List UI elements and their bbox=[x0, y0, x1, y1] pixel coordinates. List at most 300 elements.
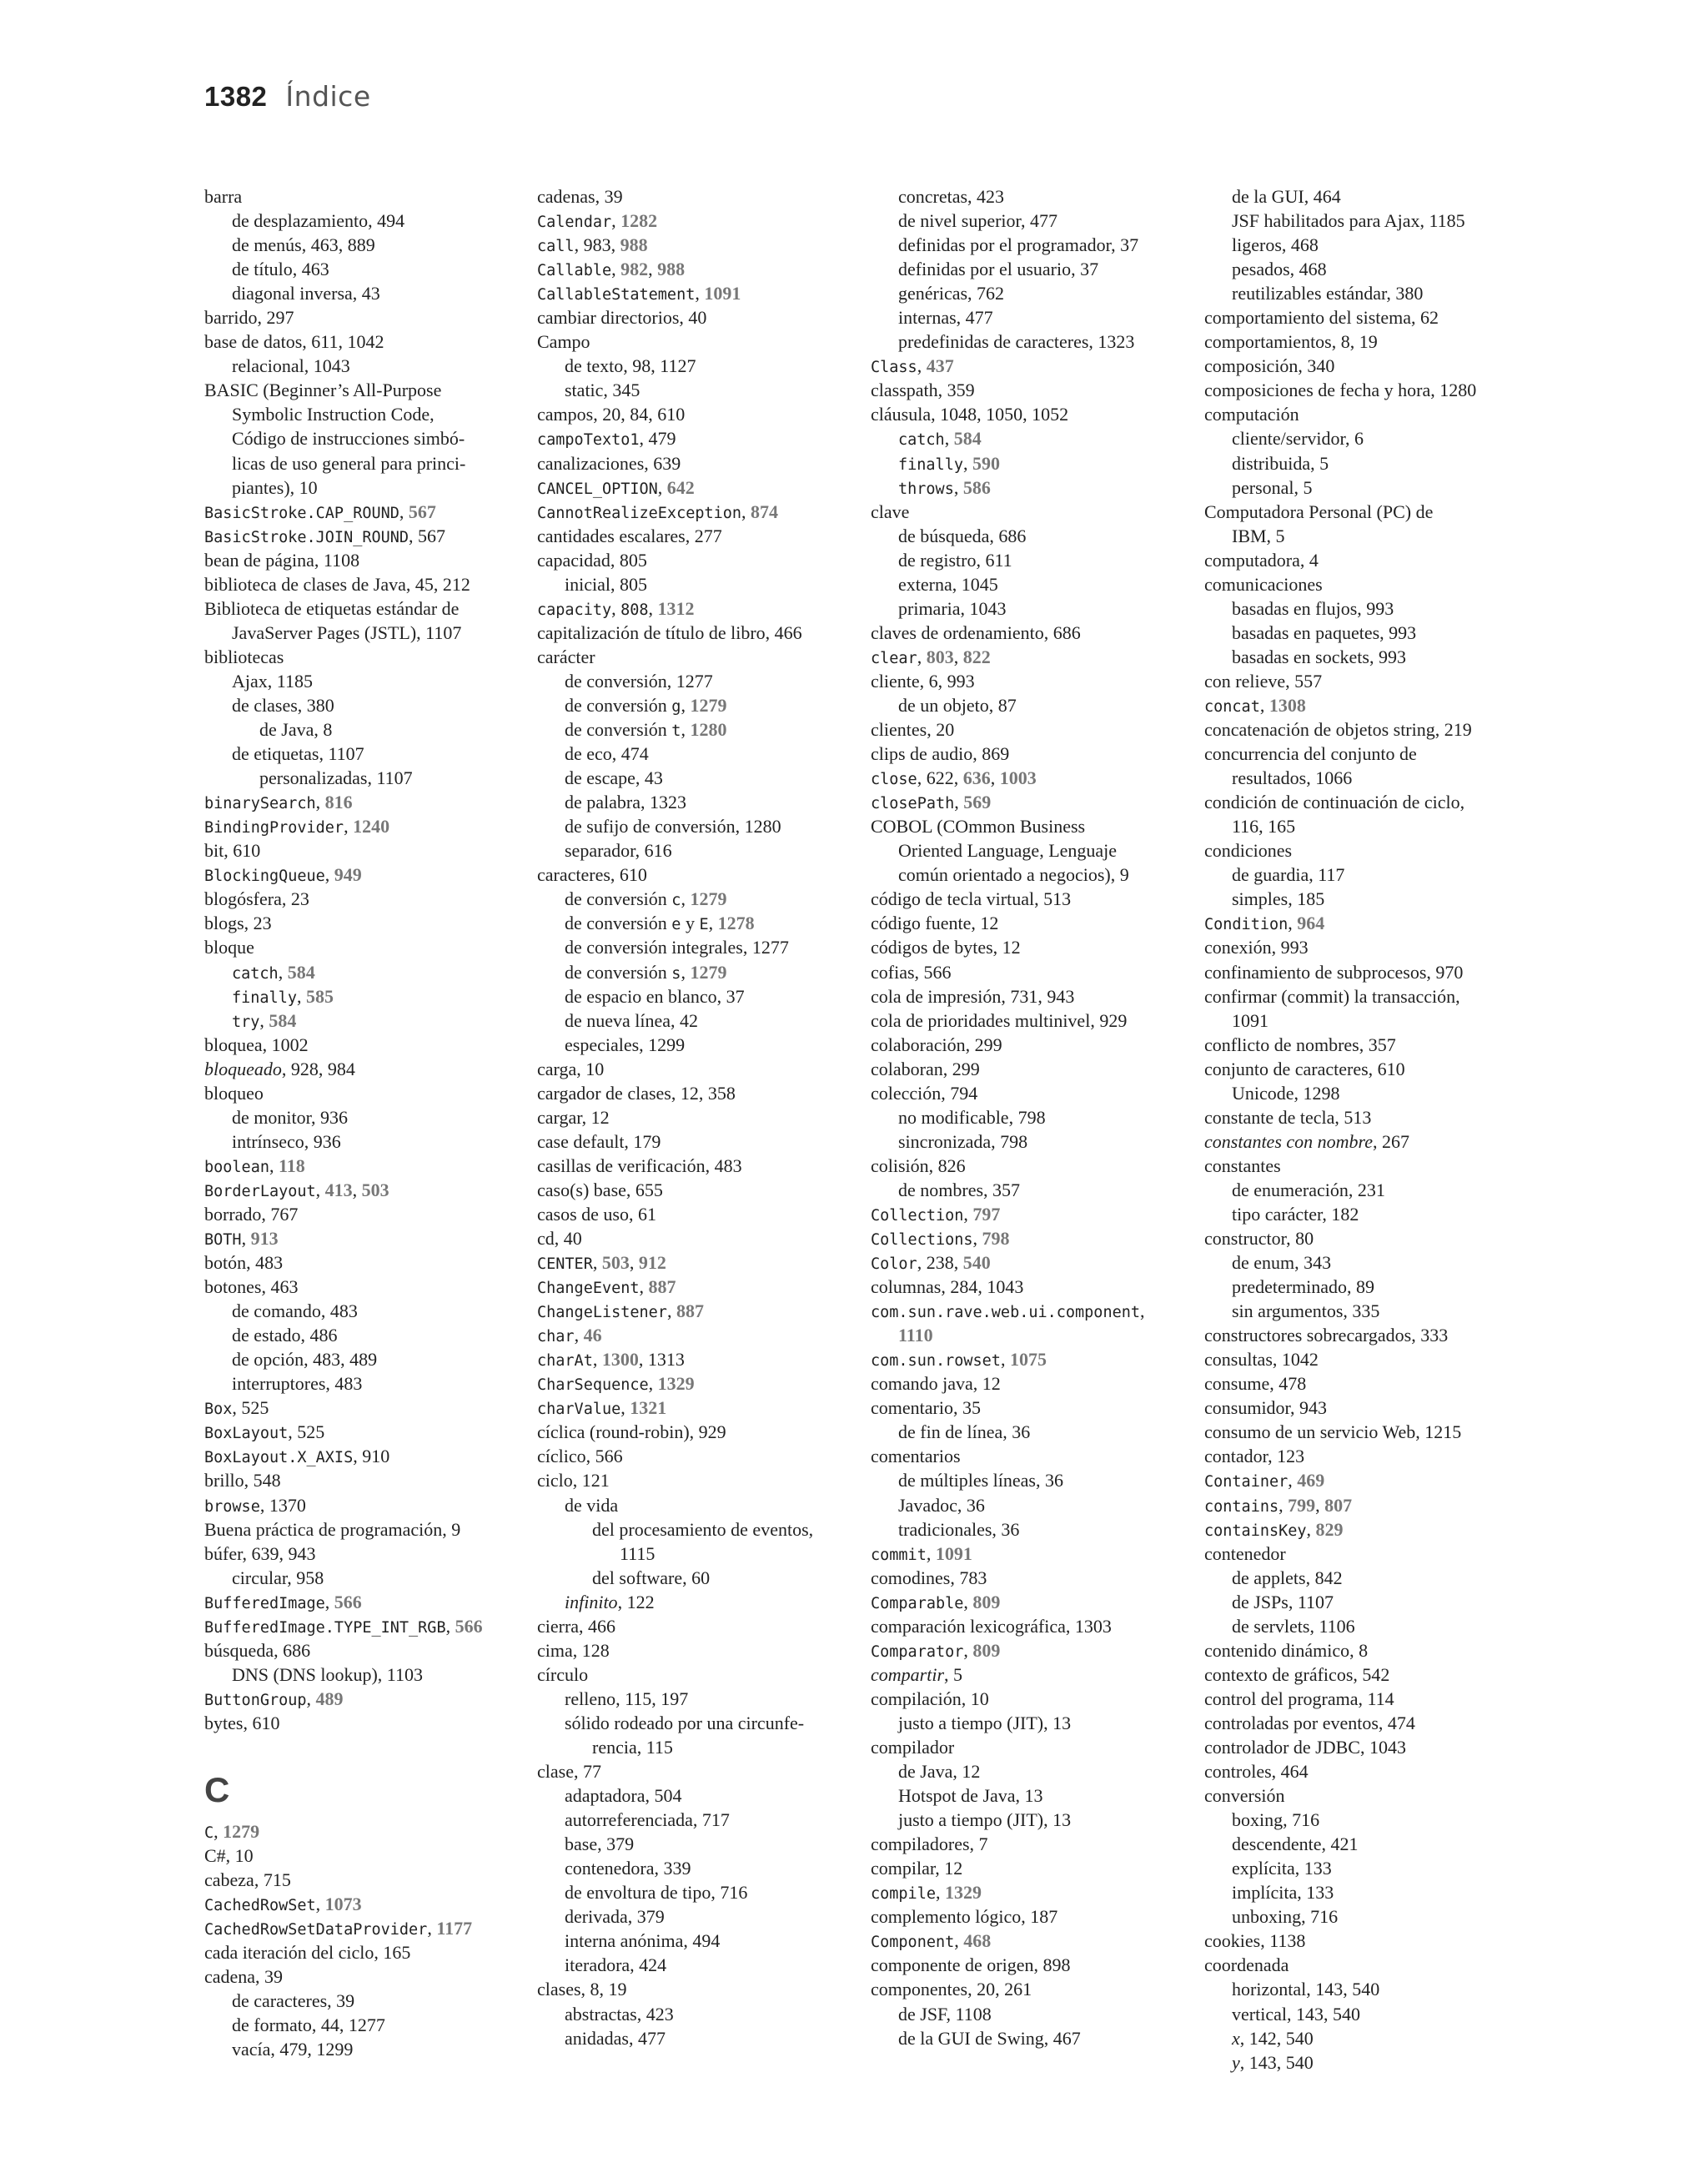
entry-text: conjunto de caracteres, 610 bbox=[1204, 1058, 1405, 1079]
entry-text: constructor, 80 bbox=[1204, 1228, 1314, 1250]
entry-text: contador, 123 bbox=[1204, 1446, 1305, 1467]
code-term: containsKey bbox=[1204, 1522, 1307, 1540]
entry-text: blogósfera, 23 bbox=[204, 888, 309, 910]
entry-text: base, 379 bbox=[565, 1833, 635, 1855]
entry-text: códigos de bytes, 12 bbox=[871, 937, 1021, 958]
index-subentry bbox=[537, 1542, 867, 1566]
entry-text: constantes bbox=[1204, 1154, 1281, 1176]
entry-text: de conversión integrales, 1277 bbox=[565, 937, 789, 958]
entry-text: código fuente, 12 bbox=[871, 913, 999, 934]
entry-text: , bbox=[1140, 1300, 1145, 1322]
index-entry bbox=[871, 935, 1200, 959]
index-entry bbox=[1204, 742, 1534, 766]
index-entry bbox=[204, 911, 534, 935]
entry-text: consume, 478 bbox=[1204, 1373, 1307, 1395]
page-ref: 586 bbox=[962, 476, 991, 498]
entry-text: con relieve, 557 bbox=[1204, 670, 1323, 692]
index-entry bbox=[1204, 960, 1534, 984]
index-entry bbox=[537, 1275, 867, 1299]
index-entry bbox=[871, 717, 1200, 742]
code-term: binarySearch bbox=[204, 795, 316, 813]
index-entry bbox=[204, 814, 534, 838]
index-subentry bbox=[1204, 451, 1534, 475]
index-entry bbox=[871, 1057, 1200, 1081]
page-ref: 874 bbox=[751, 500, 779, 522]
entry-text: cargador de clases, 12, 358 bbox=[537, 1082, 736, 1104]
index-entry bbox=[871, 1590, 1200, 1614]
index-subentry bbox=[537, 1735, 867, 1759]
entry-text: , bbox=[648, 597, 658, 619]
index-subentry bbox=[204, 766, 534, 790]
index-subentry bbox=[204, 1323, 534, 1347]
entry-text: , bbox=[926, 1542, 936, 1564]
index-subentry bbox=[1204, 1275, 1534, 1299]
index-entry bbox=[537, 863, 867, 887]
entry-text: , 122 bbox=[617, 1591, 655, 1612]
index-subentry bbox=[871, 1468, 1200, 1492]
entry-text: , bbox=[935, 1882, 945, 1904]
entry-text: basadas en paquetes, 993 bbox=[1232, 621, 1417, 643]
index-subentry bbox=[537, 814, 867, 838]
entry-text: explícita, 133 bbox=[1232, 1858, 1332, 1879]
index-subentry bbox=[1204, 887, 1534, 911]
index-entry bbox=[537, 451, 867, 475]
page-ref: 566 bbox=[455, 1615, 483, 1637]
entry-text: bytes, 610 bbox=[204, 1712, 280, 1733]
entry-text: composiciones de fecha y hora, 1280 bbox=[1204, 380, 1477, 401]
page-ref: 489 bbox=[315, 1688, 344, 1709]
page-ref: 912 bbox=[638, 1252, 666, 1274]
index-entry bbox=[537, 426, 867, 450]
page-ref: 1282 bbox=[620, 210, 658, 232]
code-term: BufferedImage.TYPE_INT_RGB bbox=[204, 1618, 446, 1637]
code-term: throws bbox=[898, 480, 954, 498]
entry-text: comando java, 12 bbox=[871, 1373, 1001, 1395]
entry-text: campos, 20, 84, 610 bbox=[537, 404, 686, 425]
entry-text: bibliotecas bbox=[204, 646, 284, 667]
index-subentry bbox=[871, 1420, 1200, 1444]
entry-text: compilación, 10 bbox=[871, 1688, 989, 1709]
index-entry bbox=[1204, 1057, 1534, 1081]
entry-text: , bbox=[352, 1179, 362, 1200]
index-subentry bbox=[537, 717, 867, 742]
entry-text: borrado, 767 bbox=[204, 1203, 299, 1225]
entry-text: capitalización de título de libro, 466 bbox=[537, 621, 802, 643]
page-ref: 988 bbox=[657, 259, 686, 280]
entry-text: base de datos, 611, 1042 bbox=[204, 331, 384, 353]
index-subentry bbox=[871, 451, 1200, 475]
index-entry bbox=[871, 1735, 1200, 1759]
index-subentry bbox=[204, 233, 534, 257]
entry-text: tradicionales, 36 bbox=[898, 1518, 1020, 1540]
index-entry bbox=[871, 378, 1200, 402]
index-subentry bbox=[1204, 257, 1534, 281]
index-entry bbox=[204, 305, 534, 329]
entry-text: cabeza, 715 bbox=[204, 1869, 291, 1891]
index-entry bbox=[537, 1057, 867, 1081]
code-term: catch bbox=[898, 431, 945, 450]
entry-text: cada iteración del ciclo, 165 bbox=[204, 1942, 411, 1964]
code-term: CENTER bbox=[537, 1255, 593, 1274]
index-subentry bbox=[204, 1299, 534, 1323]
entry-text: , 143, 540 bbox=[1239, 2051, 1314, 2073]
index-entry bbox=[871, 1154, 1200, 1178]
entry-text: Oriented Language, Lenguaje bbox=[898, 840, 1118, 862]
entry-text: , bbox=[681, 694, 691, 716]
page-ref: 1110 bbox=[898, 1325, 933, 1346]
entry-text: comentario, 35 bbox=[871, 1397, 981, 1419]
index-subentry bbox=[204, 2013, 534, 2037]
code-term: finally bbox=[232, 988, 297, 1007]
index-subentry bbox=[871, 572, 1200, 596]
entry-text: de la GUI de Swing, 467 bbox=[898, 2027, 1081, 2049]
index-entry bbox=[1204, 1105, 1534, 1129]
entry-text: , bbox=[954, 1930, 964, 1952]
entry-text: comunicaciones bbox=[1204, 573, 1323, 595]
entry-text: del procesamiento de eventos, bbox=[592, 1518, 814, 1540]
entry-text: justo a tiempo (JIT), 13 bbox=[898, 1712, 1072, 1733]
entry-text: constructores sobrecargados, 333 bbox=[1204, 1325, 1449, 1346]
index-subentry bbox=[537, 1566, 867, 1590]
entry-text: componente de origen, 898 bbox=[871, 1954, 1071, 1976]
code-term: browse bbox=[204, 1497, 260, 1516]
entry-text: Javadoc, 36 bbox=[898, 1494, 985, 1516]
page-title: Índice bbox=[285, 80, 371, 113]
code-term: com.sun.rave.web.ui.component bbox=[871, 1304, 1141, 1322]
index-entry bbox=[204, 838, 534, 863]
index-entry bbox=[537, 524, 867, 548]
entry-text: , bbox=[306, 1688, 316, 1709]
entry-text: x bbox=[1232, 2027, 1240, 2049]
index-subentry bbox=[871, 838, 1200, 863]
page-ref: 503 bbox=[361, 1179, 389, 1200]
index-subentry bbox=[1204, 209, 1534, 233]
index-entry bbox=[204, 790, 534, 814]
index-entry bbox=[537, 1638, 867, 1662]
index-subentry bbox=[204, 984, 534, 1009]
index-entry bbox=[871, 1687, 1200, 1711]
entry-text: , 910 bbox=[353, 1446, 390, 1467]
entry-text: , bbox=[990, 767, 1000, 789]
index-column-1 bbox=[204, 184, 534, 2062]
index-entry bbox=[871, 1009, 1200, 1033]
page-ref: 567 bbox=[408, 500, 436, 522]
entry-text: classpath, 359 bbox=[871, 380, 975, 401]
entry-text: Buena práctica de programación, 9 bbox=[204, 1518, 461, 1540]
index-entry bbox=[1204, 1444, 1534, 1468]
entry-text: , bbox=[611, 597, 621, 619]
entry-text: autorreferenciada, 717 bbox=[565, 1809, 730, 1831]
entry-text: casos de uso, 61 bbox=[537, 1203, 656, 1225]
code-term: finally bbox=[898, 455, 963, 474]
entry-text: de monitor, 936 bbox=[232, 1106, 349, 1128]
index-subentry bbox=[1204, 2026, 1534, 2050]
entry-text: de Java, 12 bbox=[898, 1761, 981, 1783]
index-entry bbox=[1204, 911, 1534, 935]
entry-text: bloquea, 1002 bbox=[204, 1034, 309, 1055]
entry-text: y bbox=[681, 913, 700, 934]
index-entry bbox=[1204, 1638, 1534, 1662]
code-term: Comparator bbox=[871, 1642, 964, 1661]
index-subentry bbox=[204, 1566, 534, 1590]
index-entry bbox=[204, 1542, 534, 1566]
entry-text: , bbox=[953, 476, 963, 498]
entry-text: de conversión bbox=[565, 961, 672, 983]
index-subentry bbox=[871, 1323, 1200, 1347]
entry-text: , bbox=[944, 428, 954, 450]
index-entry bbox=[204, 1178, 534, 1202]
index-subentry bbox=[537, 1904, 867, 1929]
index-entry bbox=[1204, 305, 1534, 329]
page-ref: 1308 bbox=[1268, 694, 1306, 716]
code-term: Comparable bbox=[871, 1594, 964, 1612]
entry-text: colaboración, 299 bbox=[871, 1034, 1002, 1055]
index-entry bbox=[1204, 1735, 1534, 1759]
entry-text: de conversión bbox=[565, 719, 672, 741]
entry-text: de applets, 842 bbox=[1232, 1567, 1343, 1588]
entry-text: , 479 bbox=[639, 428, 676, 450]
index-entry bbox=[1204, 1662, 1534, 1687]
entry-text: , bbox=[629, 1252, 639, 1274]
index-entry bbox=[204, 1638, 534, 1662]
entry-text: Symbolic Instruction Code, bbox=[232, 404, 435, 425]
index-entry bbox=[204, 1964, 534, 1989]
index-subentry bbox=[537, 766, 867, 790]
index-subentry bbox=[537, 2026, 867, 2050]
entry-text: , bbox=[620, 1397, 630, 1419]
code-term: commit bbox=[871, 1546, 927, 1564]
entry-text: búfer, 639, 943 bbox=[204, 1542, 316, 1564]
code-term: capacity bbox=[537, 601, 612, 619]
entry-text: de escape, 43 bbox=[565, 767, 663, 789]
index-subentry bbox=[1204, 233, 1534, 257]
index-subentry bbox=[537, 1808, 867, 1832]
code-term: CachedRowSet bbox=[204, 1897, 316, 1915]
entry-text: concatenación de objetos string, 219 bbox=[1204, 719, 1472, 741]
entry-text: de caracteres, 39 bbox=[232, 1990, 355, 2012]
entry-text: basadas en flujos, 993 bbox=[1232, 597, 1394, 619]
entry-text: , 567 bbox=[409, 525, 446, 546]
entry-text: de palabra, 1323 bbox=[565, 792, 686, 813]
index-subentry bbox=[871, 475, 1200, 500]
entry-text: cadena, 39 bbox=[204, 1966, 284, 1988]
entry-text: cliente/servidor, 6 bbox=[1232, 428, 1364, 450]
index-subentry bbox=[537, 1832, 867, 1856]
code-term: CANCEL_OPTION bbox=[537, 480, 658, 498]
page-ref: 1321 bbox=[630, 1397, 667, 1419]
index-entry bbox=[1204, 378, 1534, 402]
entry-text: Hotspot de Java, 13 bbox=[898, 1785, 1043, 1807]
index-entry bbox=[204, 378, 534, 402]
entry-text: de vida bbox=[565, 1494, 619, 1516]
entry-text: , bbox=[963, 1203, 973, 1225]
index-entry bbox=[1204, 1033, 1534, 1057]
page-ref: 982 bbox=[620, 259, 649, 280]
index-subentry bbox=[1204, 426, 1534, 450]
index-entry bbox=[871, 500, 1200, 524]
index-entry bbox=[537, 1468, 867, 1492]
page-ref: 1279 bbox=[223, 1821, 260, 1843]
page-ref: 1278 bbox=[717, 913, 755, 934]
index-subentry bbox=[871, 281, 1200, 305]
entry-text: casillas de verificación, 483 bbox=[537, 1154, 742, 1176]
page-ref: 1280 bbox=[690, 719, 727, 741]
entry-text: , bbox=[972, 1228, 982, 1250]
index-entry bbox=[204, 1420, 534, 1444]
index-entry bbox=[537, 1371, 867, 1396]
index-entry bbox=[204, 645, 534, 669]
page-ref: 469 bbox=[1297, 1470, 1325, 1491]
entry-text: C#, 10 bbox=[204, 1845, 254, 1867]
index-subentry bbox=[537, 693, 867, 717]
page-ref: 807 bbox=[1324, 1494, 1353, 1516]
entry-text: Biblioteca de etiquetas estándar de bbox=[204, 597, 460, 619]
entry-text: case default, 179 bbox=[537, 1130, 661, 1152]
index-subentry bbox=[871, 257, 1200, 281]
entry-text: DNS (DNS lookup), 1103 bbox=[232, 1663, 423, 1685]
index-subentry bbox=[204, 1371, 534, 1396]
entry-text: , bbox=[324, 1591, 334, 1612]
entry-text: bloqueo bbox=[204, 1082, 264, 1104]
index-entry bbox=[871, 1880, 1200, 1904]
index-entry bbox=[537, 1299, 867, 1323]
entry-text: cantidades escalares, 277 bbox=[537, 525, 722, 546]
index-entry bbox=[871, 1542, 1200, 1566]
page-ref: 799 bbox=[1288, 1494, 1316, 1516]
entry-text: , bbox=[315, 1894, 325, 1915]
entry-text: cambiar directorios, 40 bbox=[537, 307, 707, 329]
index-subentry bbox=[204, 742, 534, 766]
index-subentry bbox=[537, 1687, 867, 1711]
entry-text: cíclica (round-robin), 929 bbox=[537, 1421, 726, 1443]
index-entry bbox=[871, 1033, 1200, 1057]
index-entry bbox=[1204, 1759, 1534, 1783]
entry-text: , bbox=[278, 961, 288, 983]
entry-text: personal, 5 bbox=[1232, 476, 1313, 498]
index-subentry bbox=[204, 1662, 534, 1687]
page-ref: 1003 bbox=[999, 767, 1037, 789]
index-entry bbox=[1204, 500, 1534, 524]
code-term: BasicStroke.JOIN_ROUND bbox=[204, 528, 409, 546]
index-entry bbox=[537, 329, 867, 354]
index-subentry bbox=[204, 1347, 534, 1371]
entry-text: reutilizables estándar, 380 bbox=[1232, 283, 1424, 304]
index-entry bbox=[537, 402, 867, 426]
entry-text: sin argumentos, 335 bbox=[1232, 1300, 1380, 1322]
page-ref: 1329 bbox=[657, 1373, 695, 1395]
index-entry bbox=[1204, 669, 1534, 693]
entry-text: simples, 185 bbox=[1232, 888, 1325, 910]
index-subentry bbox=[537, 935, 867, 959]
entry-text: de clases, 380 bbox=[232, 694, 334, 716]
page-ref: 1300 bbox=[601, 1349, 639, 1371]
index-subentry bbox=[871, 1759, 1200, 1783]
entry-text: , 1313 bbox=[638, 1349, 685, 1371]
entry-text: coordenada bbox=[1204, 1954, 1289, 1976]
entry-text: , bbox=[611, 210, 621, 232]
index-entry bbox=[871, 911, 1200, 935]
index-subentry bbox=[1204, 1832, 1534, 1856]
entry-text: Unicode, 1298 bbox=[1232, 1082, 1340, 1104]
index-subentry bbox=[1204, 645, 1534, 669]
index-column-4 bbox=[1204, 184, 1534, 2075]
index-entry bbox=[204, 1396, 534, 1420]
code-term: ChangeEvent bbox=[537, 1280, 640, 1298]
code-term: BorderLayout bbox=[204, 1182, 316, 1200]
index-subentry bbox=[204, 209, 534, 233]
entry-text: justo a tiempo (JIT), 13 bbox=[898, 1809, 1072, 1831]
entry-text: vertical, 143, 540 bbox=[1232, 2003, 1360, 2025]
index-entry bbox=[1204, 572, 1534, 596]
entry-text: , 525 bbox=[232, 1397, 269, 1419]
entry-text: colisión, 826 bbox=[871, 1154, 966, 1176]
index-entry bbox=[204, 184, 534, 209]
index-subentry bbox=[537, 1929, 867, 1953]
index-subentry bbox=[1204, 1081, 1534, 1105]
code-term: CallableStatement bbox=[537, 286, 696, 304]
index-entry bbox=[871, 1396, 1200, 1420]
index-subentry bbox=[1204, 596, 1534, 621]
code-term: c bbox=[671, 892, 681, 910]
entry-text: componentes, 20, 261 bbox=[871, 1979, 1032, 2000]
page-ref: 118 bbox=[278, 1154, 305, 1176]
entry-text: , bbox=[1000, 1349, 1010, 1371]
entry-text: Ajax, 1185 bbox=[232, 670, 313, 692]
index-entry bbox=[204, 1444, 534, 1468]
index-entry bbox=[871, 1275, 1200, 1299]
index-entry bbox=[871, 766, 1200, 790]
index-entry bbox=[1204, 354, 1534, 378]
page-ref: 584 bbox=[953, 428, 982, 450]
page-ref: 503 bbox=[601, 1252, 630, 1274]
page-ref: 1279 bbox=[690, 888, 727, 910]
index-subentry bbox=[871, 863, 1200, 887]
entry-text: 1091 bbox=[1232, 1009, 1268, 1031]
code-term: Calendar bbox=[537, 214, 612, 232]
entry-text: , bbox=[1288, 1470, 1298, 1491]
page-ref: 437 bbox=[926, 355, 954, 377]
code-term: ChangeListener bbox=[537, 1304, 667, 1322]
index-entry bbox=[871, 1614, 1200, 1638]
index-subentry bbox=[204, 475, 534, 500]
index-column-2 bbox=[537, 184, 867, 2050]
entry-text: , bbox=[611, 259, 621, 280]
index-subentry bbox=[1204, 1808, 1534, 1832]
index-entry bbox=[871, 645, 1200, 669]
entry-text: de Java, 8 bbox=[259, 719, 333, 741]
index-subentry bbox=[871, 596, 1200, 621]
page-ref: 964 bbox=[1297, 913, 1325, 934]
entry-text: de búsqueda, 686 bbox=[898, 525, 1027, 546]
code-term: Component bbox=[871, 1934, 955, 1952]
entry-text: piantes), 10 bbox=[232, 476, 318, 498]
entry-text: cima, 128 bbox=[537, 1639, 610, 1661]
code-term: Condition bbox=[1204, 916, 1289, 934]
entry-text: colección, 794 bbox=[871, 1082, 978, 1104]
entry-text: personalizadas, 1107 bbox=[259, 767, 413, 789]
index-subentry bbox=[1204, 1880, 1534, 1904]
entry-text: comparación lexicográfica, 1303 bbox=[871, 1615, 1112, 1637]
entry-text: de estado, 486 bbox=[232, 1325, 338, 1346]
index-entry bbox=[1204, 1129, 1534, 1154]
entry-text: blogs, 23 bbox=[204, 913, 272, 934]
index-entry bbox=[1204, 1396, 1534, 1420]
code-term: CharSequence bbox=[537, 1376, 649, 1395]
index-subentry bbox=[871, 1783, 1200, 1808]
entry-text: computadora, 4 bbox=[1204, 549, 1319, 571]
entry-text: , 928, 984 bbox=[281, 1058, 355, 1079]
entry-text: definidas por el usuario, 37 bbox=[898, 259, 1099, 280]
